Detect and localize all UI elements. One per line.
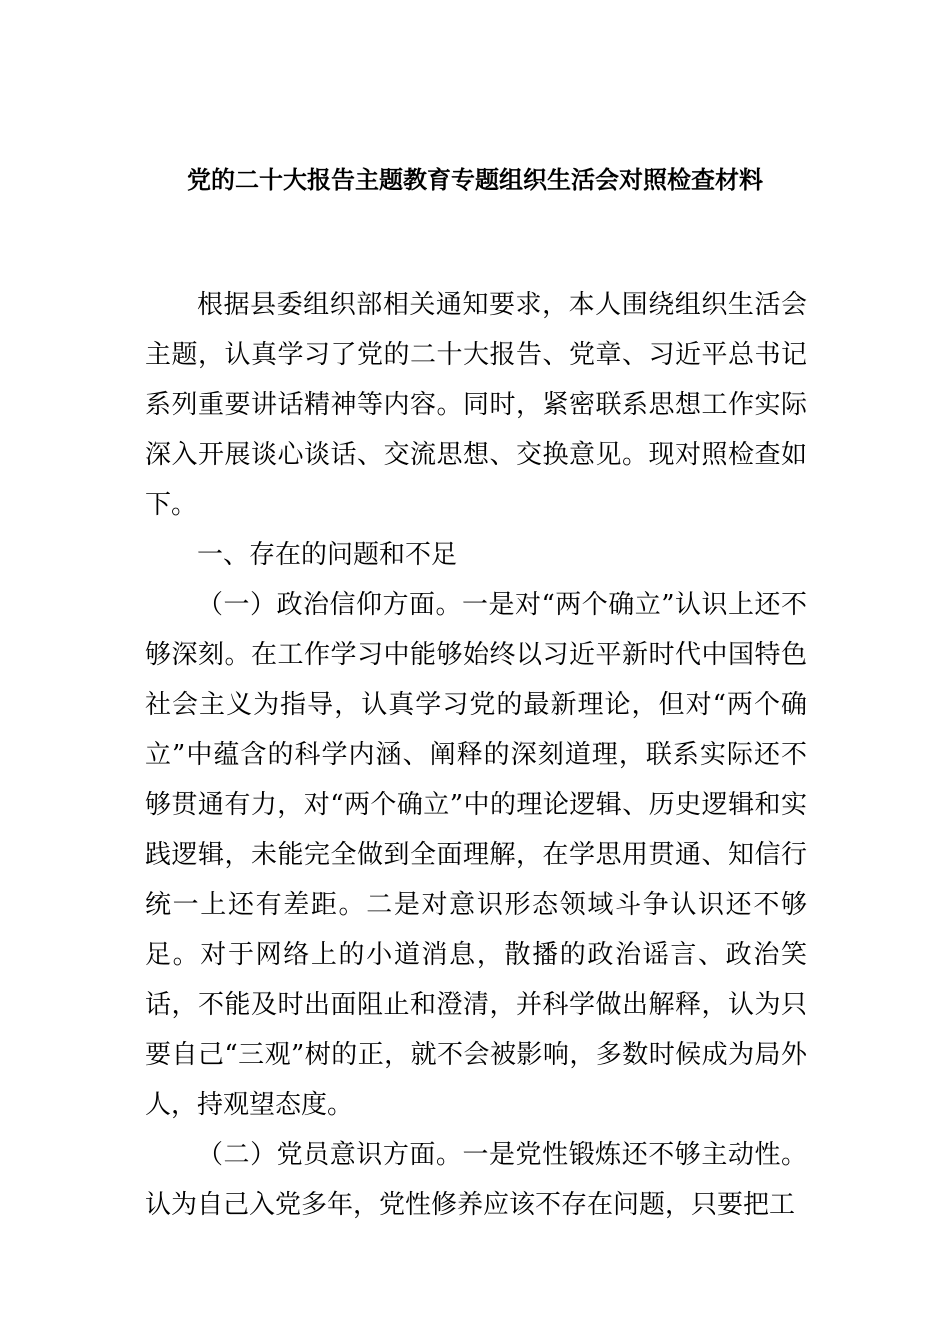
- section-heading: 一、存在的问题和不足: [197, 540, 458, 570]
- paragraph-intro: 根据县委组织部相关通知要求，本人围绕组织生活会主题，认真学习了党的二十大报告、党章、习近平总书记系列重要讲话精神等内容。同时，紧密联系思想工作实际深入开展谈心谈话、交流思想、交换意见。现对照检查如下。: [145, 290, 807, 520]
- document-title: 党的二十大报告主题教育专题组织生活会对照检查材料: [187, 166, 763, 194]
- document-body: [145, 280, 807, 1230]
- paragraph-party-awareness: （二）党员意识方面。一是党性锻炼还不够主动性。认为自己入党多年，党性修养应该不存在问题，只要把工: [145, 1140, 807, 1220]
- paragraph-political-belief: （一）政治信仰方面。一是对“两个确立”认识上还不够深刻。在工作学习中能够始终以习近平新时代中国特色社会主义为指导，认真学习党的最新理论，但对“两个确立”中蕴含的科学内涵、阐释的深刻道理，联系实际还不够贯通有力，对“两个确立”中的理论逻辑、历史逻辑和实践逻辑，未能完全做到全面理解，在学思用贯通、知信行统一上还有差距。二是对意识形态领域斗争认识还不够足。对于网络上的小道消息，散播的政治谣言、政治笑话，不能及时出面阻止和澄清，并科学做出解释，认为只要自己“三观”树的正，就不会被影响，多数时候成为局外人，持观望态度。: [145, 590, 807, 1120]
